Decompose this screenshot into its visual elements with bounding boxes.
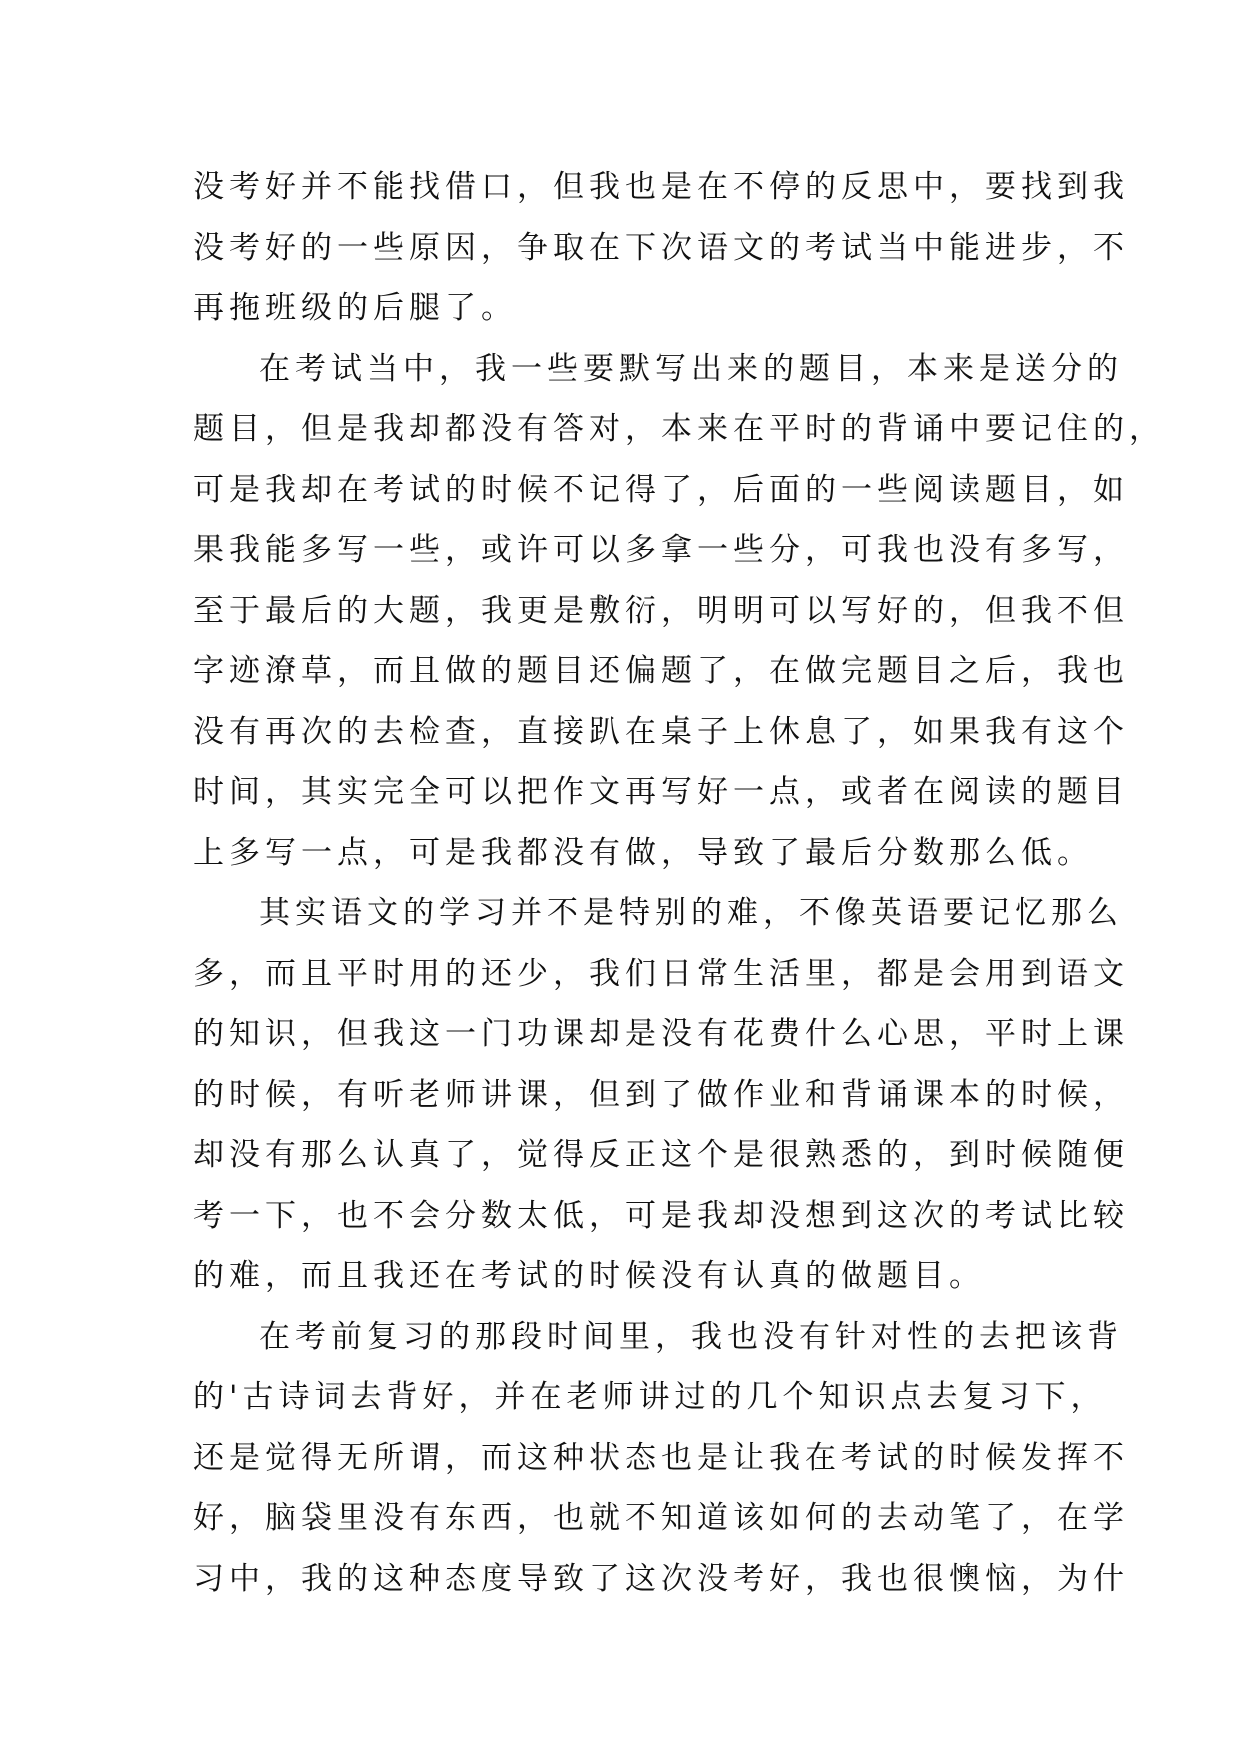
text-line: 多，而且平时用的还少，我们日常生活里，都是会用到语文 — [193, 955, 1129, 992]
text-line: 的难，而且我还在考试的时候没有认真的做题目。 — [193, 1258, 985, 1294]
text-line: 的知识，但我这一门功课却是没有花费什么心思，平时上课 — [193, 1016, 1129, 1052]
text-line: 的'古诗词去背好，并在老师讲过的几个知识点去复习下， — [193, 1379, 1107, 1415]
text-line: 还是觉得无所谓，而这种状态也是让我在考试的时候发挥不 — [193, 1439, 1129, 1476]
text-line: 没有再次的去检查，直接趴在桌子上休息了，如果我有这个 — [193, 713, 1129, 750]
text-line: 在考前复习的那段时间里，我也没有针对性的去把该背 — [259, 1318, 1123, 1355]
text-line: 上多写一点，可是我都没有做，导致了最后分数那么低。 — [193, 834, 1093, 871]
paragraph-1 — [193, 157, 1129, 339]
paragraph-3 — [193, 883, 1129, 1307]
text-line: 好，脑袋里没有东西，也就不知道该如何的去动笔了，在学 — [193, 1500, 1129, 1536]
text-line: 的时候，有听老师讲课，但到了做作业和背诵课本的时候， — [193, 1076, 1129, 1113]
text-line: 在考试当中，我一些要默写出来的题目，本来是送分的 — [259, 350, 1123, 387]
text-line: 却没有那么认真了，觉得反正这个是很熟悉的，到时候随便 — [193, 1137, 1129, 1173]
text-line: 习中，我的这种态度导致了这次没考好，我也很懊恼，为什 — [193, 1560, 1129, 1597]
paragraph-2 — [193, 339, 1165, 884]
text-line: 没考好并不能找借口，但我也是在不停的反思中，要找到我 — [193, 169, 1129, 205]
text-line: 再拖班级的后腿了。 — [193, 290, 517, 326]
text-line: 没考好的一些原因，争取在下次语文的考试当中能进步，不 — [193, 229, 1129, 266]
text-line: 至于最后的大题，我更是敷衍，明明可以写好的，但我不但 — [193, 592, 1129, 629]
document-body — [193, 157, 1165, 1609]
text-line: 果我能多写一些，或许可以多拿一些分，可我也没有多写， — [193, 532, 1129, 568]
text-line: 可是我却在考试的时候不记得了，后面的一些阅读题目，如 — [193, 471, 1129, 508]
text-line: 考一下，也不会分数太低，可是我却没想到这次的考试比较 — [193, 1197, 1129, 1234]
text-line: 题目，但是我却都没有答对，本来在平时的背诵中要记住的， — [193, 411, 1165, 447]
text-line: 字迹潦草，而且做的题目还偏题了，在做完题目之后，我也 — [193, 653, 1129, 689]
text-line: 其实语文的学习并不是特别的难，不像英语要记忆那么 — [259, 895, 1123, 931]
paragraph-4 — [193, 1307, 1129, 1610]
text-line: 时间，其实完全可以把作文再写好一点，或者在阅读的题目 — [193, 774, 1129, 810]
